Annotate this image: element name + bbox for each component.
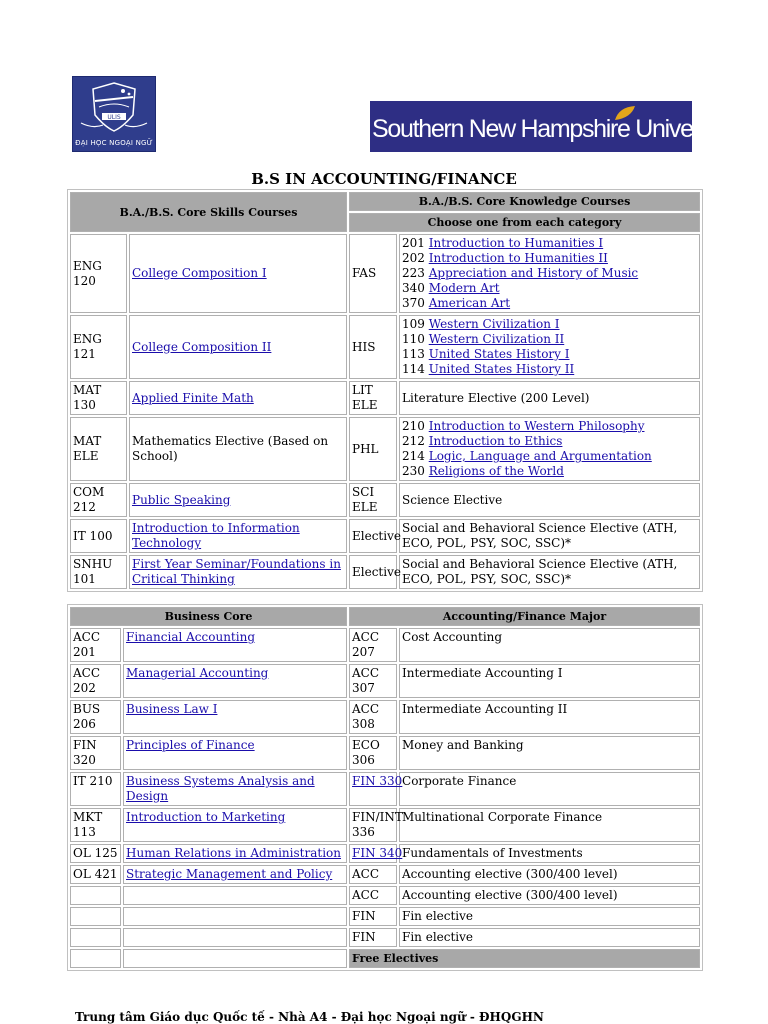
course-link[interactable]: Managerial Accounting xyxy=(126,666,269,680)
course-name-cell xyxy=(129,381,347,415)
option-line xyxy=(402,449,697,464)
option-line xyxy=(402,251,697,266)
course-link[interactable]: Human Relations in Administration xyxy=(126,846,341,860)
option-number: 214 xyxy=(402,449,429,463)
business-code-cell xyxy=(70,907,121,926)
major-course-cell: Cost Accounting xyxy=(399,628,700,662)
table-row xyxy=(70,865,700,884)
option-link[interactable]: United States History I xyxy=(428,347,570,361)
option-line xyxy=(402,266,697,281)
option-link[interactable]: Introduction to Western Philosophy xyxy=(428,419,645,433)
option-line xyxy=(402,236,697,251)
table-row xyxy=(70,808,700,842)
business-course-cell xyxy=(123,808,347,842)
free-electives-header: Free Electives xyxy=(349,949,700,968)
table-row xyxy=(70,907,700,926)
option-line xyxy=(402,317,697,332)
ulis-emblem-text: ULIS xyxy=(107,114,121,121)
course-name-cell xyxy=(129,315,347,379)
knowledge-code-cell: SCI ELE xyxy=(349,483,397,517)
option-line xyxy=(402,296,697,311)
table-row xyxy=(70,628,700,662)
option-number: 340 xyxy=(402,281,429,295)
knowledge-options-cell xyxy=(399,417,700,481)
option-number: 223 xyxy=(402,266,429,280)
course-name-cell xyxy=(129,417,347,481)
knowledge-options-cell xyxy=(399,234,700,313)
major-code-link[interactable]: FIN 330 xyxy=(352,774,403,788)
course-link[interactable]: Principles of Finance xyxy=(126,738,255,752)
major-code-cell: ACC xyxy=(349,865,397,884)
business-code-cell xyxy=(70,928,121,947)
major-course-cell: Accounting elective (300/400 level) xyxy=(399,886,700,905)
option-line xyxy=(402,419,697,434)
business-course-cell xyxy=(123,772,347,806)
major-course-cell: Intermediate Accounting I xyxy=(399,664,700,698)
free-electives-row xyxy=(70,949,700,968)
option-line xyxy=(402,347,697,362)
course-name-cell xyxy=(129,234,347,313)
table-row xyxy=(70,700,700,734)
business-code-cell xyxy=(70,886,121,905)
business-core-header: Business Core xyxy=(70,607,347,626)
option-link[interactable]: Religions of the World xyxy=(428,464,564,478)
course-code-cell: IT 100 xyxy=(70,519,127,553)
option-number: 201 xyxy=(402,236,429,250)
major-header-row xyxy=(70,607,700,626)
course-code-cell: MAT 130 xyxy=(70,381,127,415)
option-link[interactable]: Introduction to Humanities I xyxy=(428,236,604,250)
option-number: 110 xyxy=(402,332,429,346)
table-row xyxy=(70,519,700,553)
course-link[interactable]: Public Speaking xyxy=(132,492,231,507)
major-code-cell: FIN/INT 336 xyxy=(349,808,397,842)
major-code-link[interactable]: FIN 340 xyxy=(352,846,403,860)
option-number: 202 xyxy=(402,251,429,265)
major-course-cell: Fin elective xyxy=(399,907,700,926)
major-course-cell: Money and Banking xyxy=(399,736,700,770)
course-code-cell: MAT ELE xyxy=(70,417,127,481)
course-link[interactable]: College Composition I xyxy=(132,266,267,280)
option-number: 370 xyxy=(402,296,429,310)
choose-one-header: Choose one from each category xyxy=(349,213,700,232)
empty-cell xyxy=(70,949,121,968)
business-course-cell xyxy=(123,844,347,863)
knowledge-options-cell: Social and Behavioral Science Elective (ATH, ECO, POL, PSY, SOC, SSC)* xyxy=(399,519,700,553)
course-code-cell: SNHU 101 xyxy=(70,555,127,589)
table-row xyxy=(70,664,700,698)
business-code-cell: BUS 206 xyxy=(70,700,121,734)
course-link[interactable]: Financial Accounting xyxy=(126,630,255,644)
table-row xyxy=(70,417,700,481)
course-link[interactable]: Applied Finite Math xyxy=(132,390,254,405)
major-code-cell: FIN xyxy=(349,928,397,947)
snhu-name: Southern New Hampshire University xyxy=(372,115,733,143)
major-course-cell: Accounting elective (300/400 level) xyxy=(399,865,700,884)
option-number: 113 xyxy=(402,347,429,361)
empty-cell xyxy=(123,949,347,968)
option-number: 114 xyxy=(402,362,429,376)
course-link[interactable]: College Composition II xyxy=(132,339,272,354)
accounting-major-header: Accounting/Finance Major xyxy=(349,607,700,626)
business-course-cell xyxy=(123,700,347,734)
option-number: 109 xyxy=(402,317,429,331)
course-name-cell xyxy=(129,483,347,517)
business-code-cell: IT 210 xyxy=(70,772,121,806)
core-courses-table xyxy=(67,189,703,592)
option-link[interactable]: Western Civilization I xyxy=(428,317,560,331)
table-row xyxy=(70,381,700,415)
option-link[interactable]: Western Civilization II xyxy=(428,332,565,346)
knowledge-code-cell: Elective xyxy=(349,519,397,553)
business-course-cell xyxy=(123,628,347,662)
major-code-cell: ACC 307 xyxy=(349,664,397,698)
knowledge-options-cell xyxy=(399,315,700,379)
business-code-cell: OL 125 xyxy=(70,844,121,863)
business-course-cell xyxy=(123,664,347,698)
table-row xyxy=(70,736,700,770)
knowledge-code-cell: FAS xyxy=(349,234,397,313)
major-code-cell xyxy=(349,844,403,863)
option-link[interactable]: United States History II xyxy=(428,362,575,376)
course-code-cell: COM 212 xyxy=(70,483,127,517)
core-knowledge-header: B.A./B.S. Core Knowledge Courses xyxy=(349,192,700,211)
option-link[interactable]: Introduction to Humanities II xyxy=(428,251,608,265)
course-name-cell xyxy=(129,555,347,589)
option-link[interactable]: Logic, Language and Argumentation xyxy=(428,449,652,463)
snhu-logo xyxy=(370,101,733,152)
course-link[interactable]: First Year Seminar/Foundations in Critical Thinking xyxy=(132,557,341,586)
ulis-emblem-icon xyxy=(73,77,155,137)
option-link[interactable]: Appreciation and History of Music xyxy=(428,266,639,280)
major-code-cell: ECO 306 xyxy=(349,736,397,770)
major-course-cell: Fin elective xyxy=(399,928,700,947)
major-course-cell: Fundamentals of Investments xyxy=(399,844,700,863)
knowledge-options-cell: Science Elective xyxy=(399,483,700,517)
major-code-cell: ACC 308 xyxy=(349,700,397,734)
business-code-cell: FIN 320 xyxy=(70,736,121,770)
option-number: 210 xyxy=(402,419,429,433)
option-line xyxy=(402,281,697,296)
major-code-cell: ACC xyxy=(349,886,397,905)
course-link[interactable]: Business Systems Analysis and Design xyxy=(126,774,315,803)
business-code-cell: OL 421 xyxy=(70,865,121,884)
knowledge-code-cell: LIT ELE xyxy=(349,381,397,415)
major-course-cell: Corporate Finance xyxy=(399,772,700,806)
core-header-row xyxy=(70,192,700,211)
page-title: B.S IN ACCOUNTING/FINANCE xyxy=(251,170,517,188)
option-line xyxy=(402,362,697,377)
option-line xyxy=(402,464,697,479)
option-line xyxy=(402,332,697,347)
table-row xyxy=(70,483,700,517)
course-code-cell: ENG 120 xyxy=(70,234,127,313)
major-course-cell: Intermediate Accounting II xyxy=(399,700,700,734)
major-course-cell: Multinational Corporate Finance xyxy=(399,808,700,842)
table-row xyxy=(70,844,700,863)
course-link[interactable]: Introduction to Information Technology xyxy=(132,521,300,550)
knowledge-options-cell: Social and Behavioral Science Elective (ATH, ECO, POL, PSY, SOC, SSC)* xyxy=(399,555,700,589)
option-link[interactable]: Modern Art xyxy=(428,281,500,295)
course-name-cell xyxy=(129,519,347,553)
table-row xyxy=(70,234,700,313)
course-link[interactable]: Introduction to Marketing xyxy=(126,810,286,824)
business-course-cell xyxy=(123,928,347,947)
option-line xyxy=(402,434,697,449)
knowledge-options-cell: Literature Elective (200 Level) xyxy=(399,381,700,415)
business-code-cell: MKT 113 xyxy=(70,808,121,842)
footer-address: Trung tâm Giáo dục Quốc tế - Nhà A4 - Đại học Ngoại ngữ - ĐHQGHN xyxy=(75,1010,544,1024)
course-name: Mathematics Elective (Based on School) xyxy=(132,434,329,463)
course-code-cell: ENG 121 xyxy=(70,315,127,379)
major-code-cell: FIN xyxy=(349,907,397,926)
business-course-cell xyxy=(123,865,347,884)
table-row xyxy=(70,315,700,379)
ulis-logo xyxy=(72,76,156,152)
business-course-cell xyxy=(123,886,347,905)
knowledge-code-cell: PHL xyxy=(349,417,397,481)
business-course-cell xyxy=(123,907,347,926)
table-row xyxy=(70,772,700,806)
major-code-cell: ACC 207 xyxy=(349,628,397,662)
business-code-cell: ACC 201 xyxy=(70,628,121,662)
table-row xyxy=(70,555,700,589)
course-link[interactable]: Business Law I xyxy=(126,702,218,716)
table-row xyxy=(70,886,700,905)
course-link[interactable]: Strategic Management and Policy xyxy=(126,867,333,881)
core-skills-header: B.A./B.S. Core Skills Courses xyxy=(70,192,347,232)
option-number: 212 xyxy=(402,434,429,448)
option-number: 230 xyxy=(402,464,429,478)
ulis-caption: ĐẠI HỌC NGOẠI NGỮ xyxy=(75,139,153,147)
option-link[interactable]: Introduction to Ethics xyxy=(428,434,563,448)
business-course-cell xyxy=(123,736,347,770)
knowledge-code-cell: HIS xyxy=(349,315,397,379)
major-courses-table xyxy=(67,604,703,971)
major-code-cell xyxy=(349,772,403,806)
knowledge-code-cell: Elective xyxy=(349,555,397,589)
table-row xyxy=(70,928,700,947)
business-code-cell: ACC 202 xyxy=(70,664,121,698)
option-link[interactable]: American Art xyxy=(428,296,511,310)
